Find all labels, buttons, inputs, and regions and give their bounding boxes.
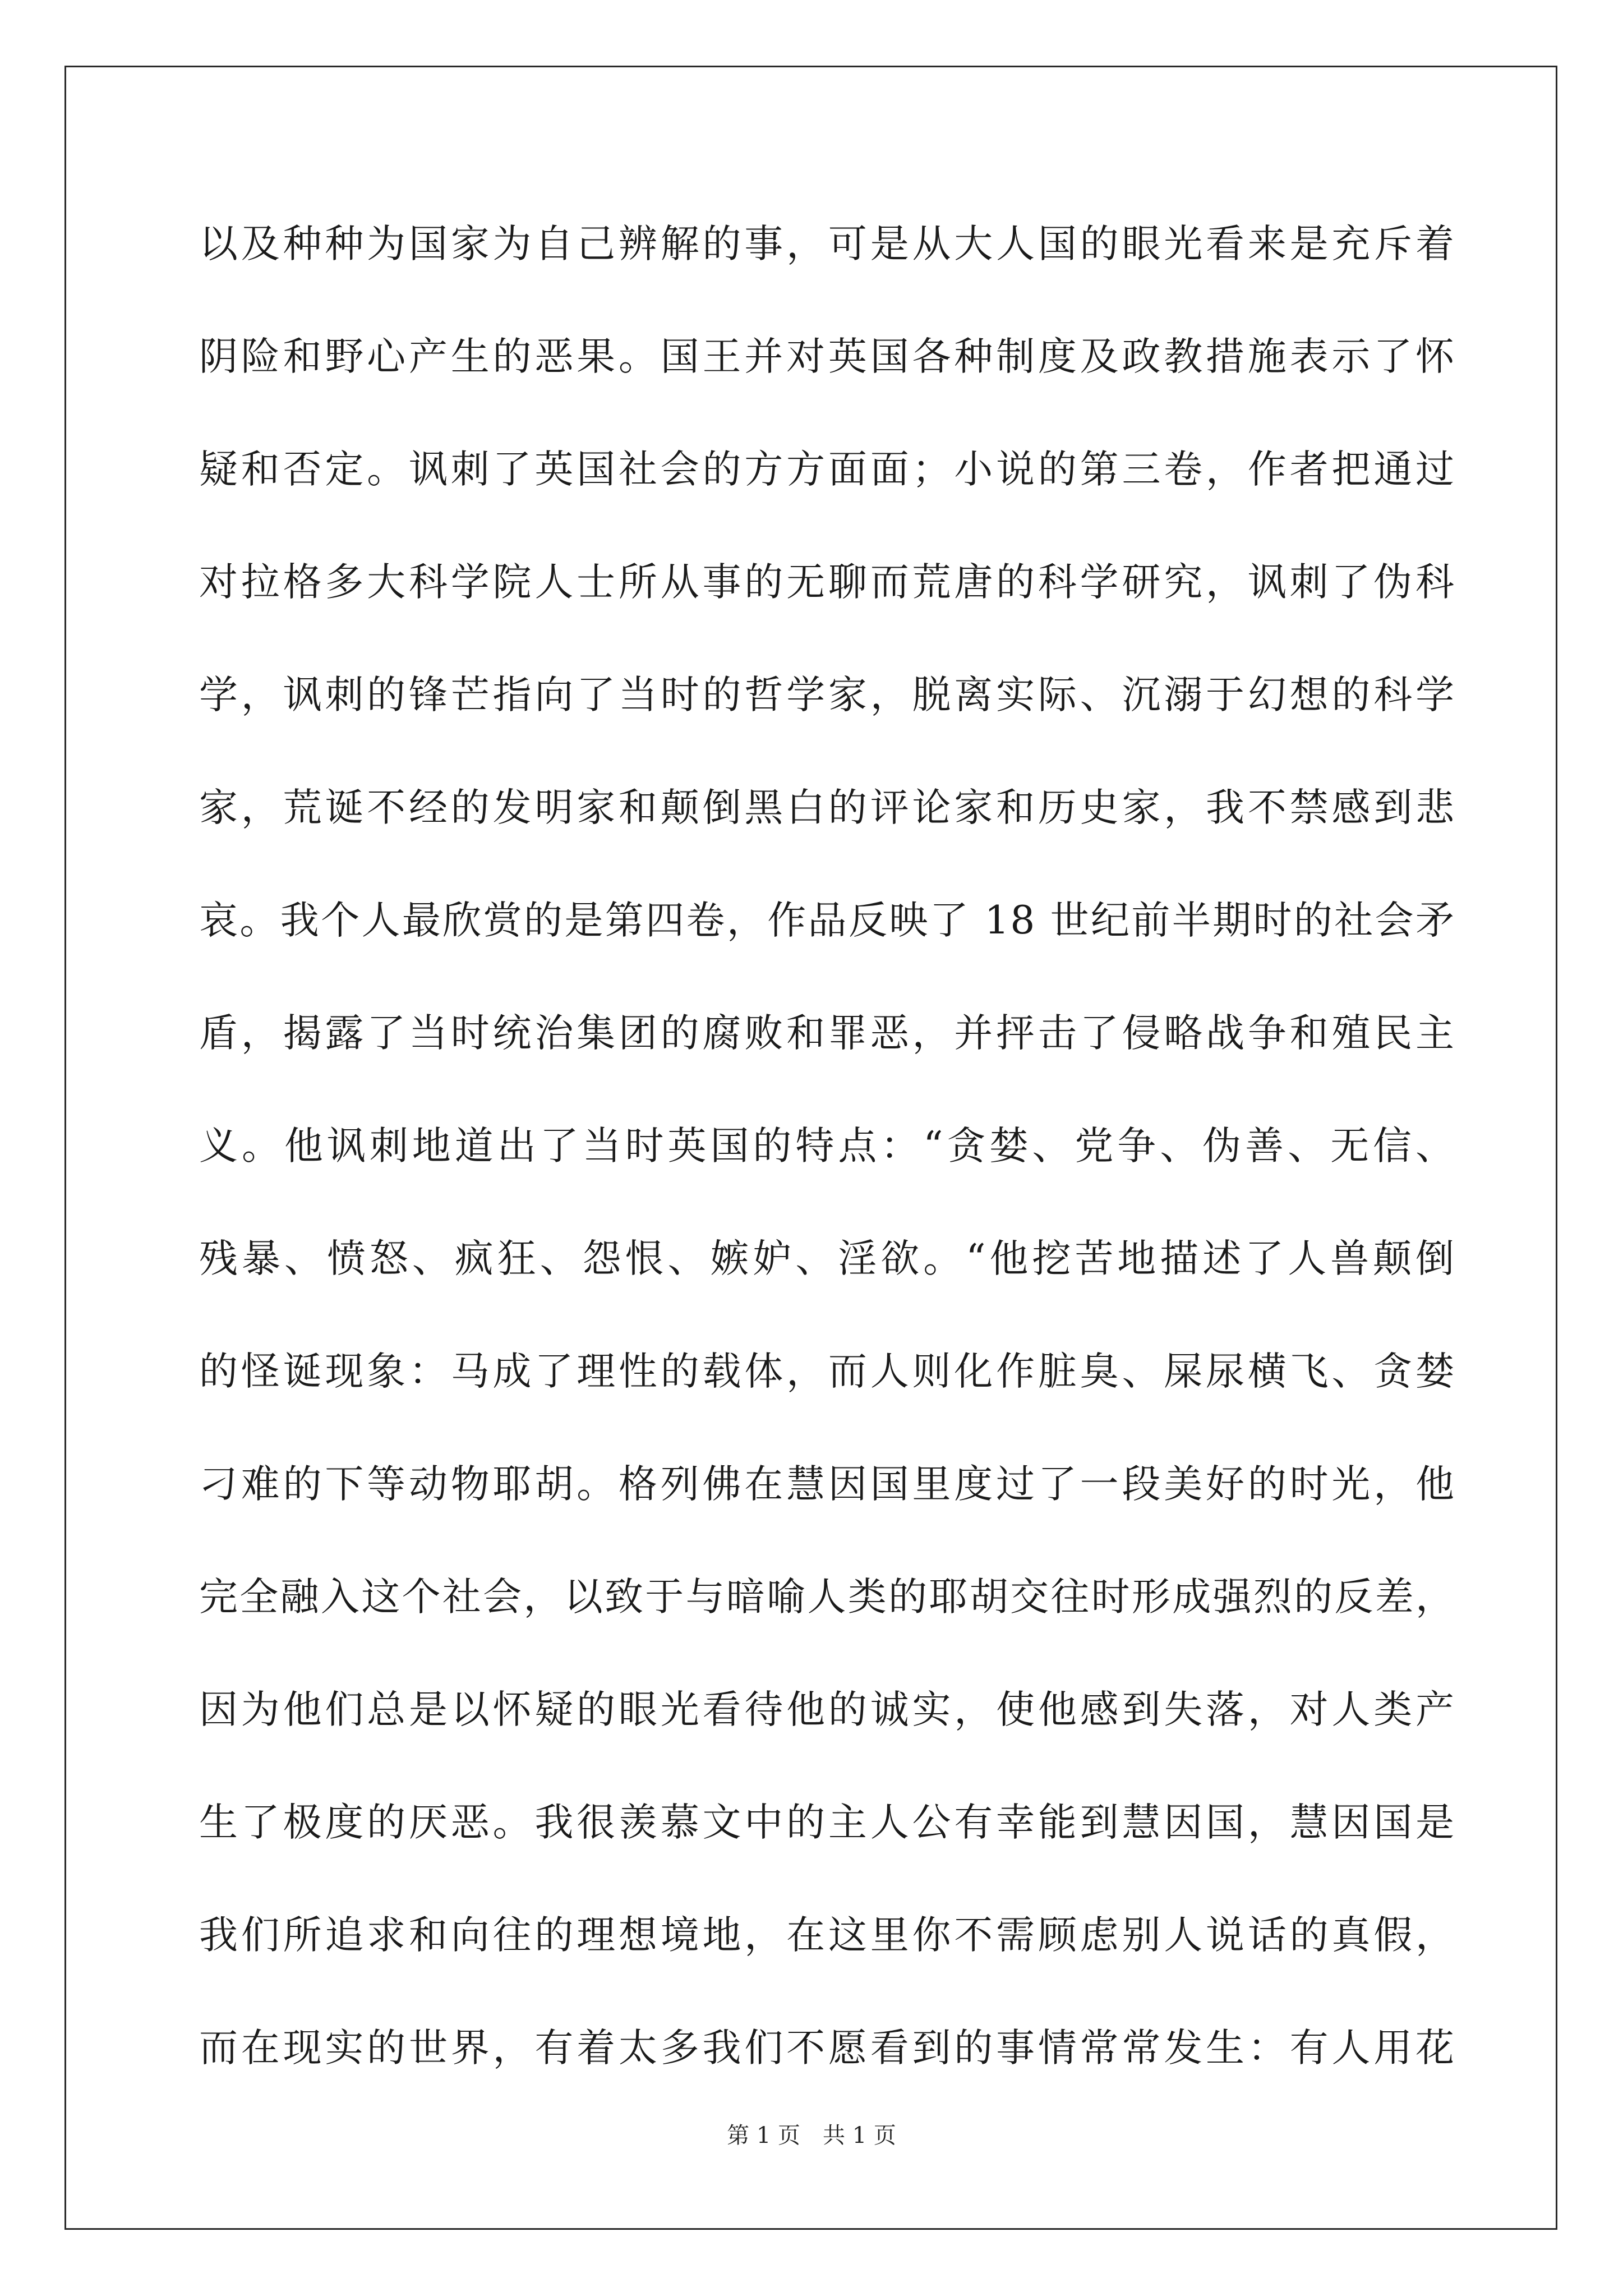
- body-text: [199, 222, 1455, 2138]
- text-line: 我们所追求和向往的理想境地，在这里你不需顾虑别人说话的真假，: [199, 1913, 1455, 1958]
- text-line: 义。他讽刺地道出了当时英国的特点：“贪婪、党争、伪善、无信、: [199, 1124, 1455, 1168]
- text-line: 的怪诞现象：马成了理性的载体，而人则化作脏臭、屎尿横飞、贪婪: [199, 1349, 1455, 1394]
- text-line: 对拉格多大科学院人士所从事的无聊而荒唐的科学研究，讽刺了伪科: [199, 560, 1455, 605]
- text-line: 哀。我个人最欣赏的是第四卷，作品反映了 18 世纪前半期时的社会矛: [199, 898, 1455, 943]
- text-line: 阴险和野心产生的恶果。国王并对英国各种制度及政教措施表示了怀: [199, 334, 1455, 379]
- text-line: 因为他们总是以怀疑的眼光看待他的诚实，使他感到失落，对人类产: [199, 1687, 1455, 1732]
- text-line: 刁难的下等动物耶胡。格列佛在慧因国里度过了一段美好的时光，他: [199, 1462, 1455, 1507]
- text-line: 而在现实的世界，有着太多我们不愿看到的事情常常发生：有人用花: [199, 2026, 1455, 2070]
- text-line: 学，讽刺的锋芒指向了当时的哲学家，脱离实际、沉溺于幻想的科学: [199, 673, 1455, 717]
- page-number-footer: 第 1 页 共 1 页: [727, 2123, 896, 2148]
- text-line: 疑和否定。讽刺了英国社会的方方面面；小说的第三卷，作者把通过: [199, 447, 1455, 492]
- text-line: 以及种种为国家为自己辨解的事，可是从大人国的眼光看来是充斥着: [199, 222, 1455, 266]
- text-line: 完全融入这个社会，以致于与暗喻人类的耶胡交往时形成强烈的反差，: [199, 1575, 1455, 1619]
- text-line: 生了极度的厌恶。我很羡慕文中的主人公有幸能到慧因国，慧因国是: [199, 1800, 1455, 1845]
- text-line: 残暴、愤怒、疯狂、怨恨、嫉妒、淫欲。“他挖苦地描述了人兽颠倒: [199, 1236, 1455, 1281]
- text-line: 家，荒诞不经的发明家和颠倒黑白的评论家和历史家，我不禁感到悲: [199, 785, 1455, 830]
- text-line: 盾，揭露了当时统治集团的腐败和罪恶，并抨击了侵略战争和殖民主: [199, 1011, 1455, 1056]
